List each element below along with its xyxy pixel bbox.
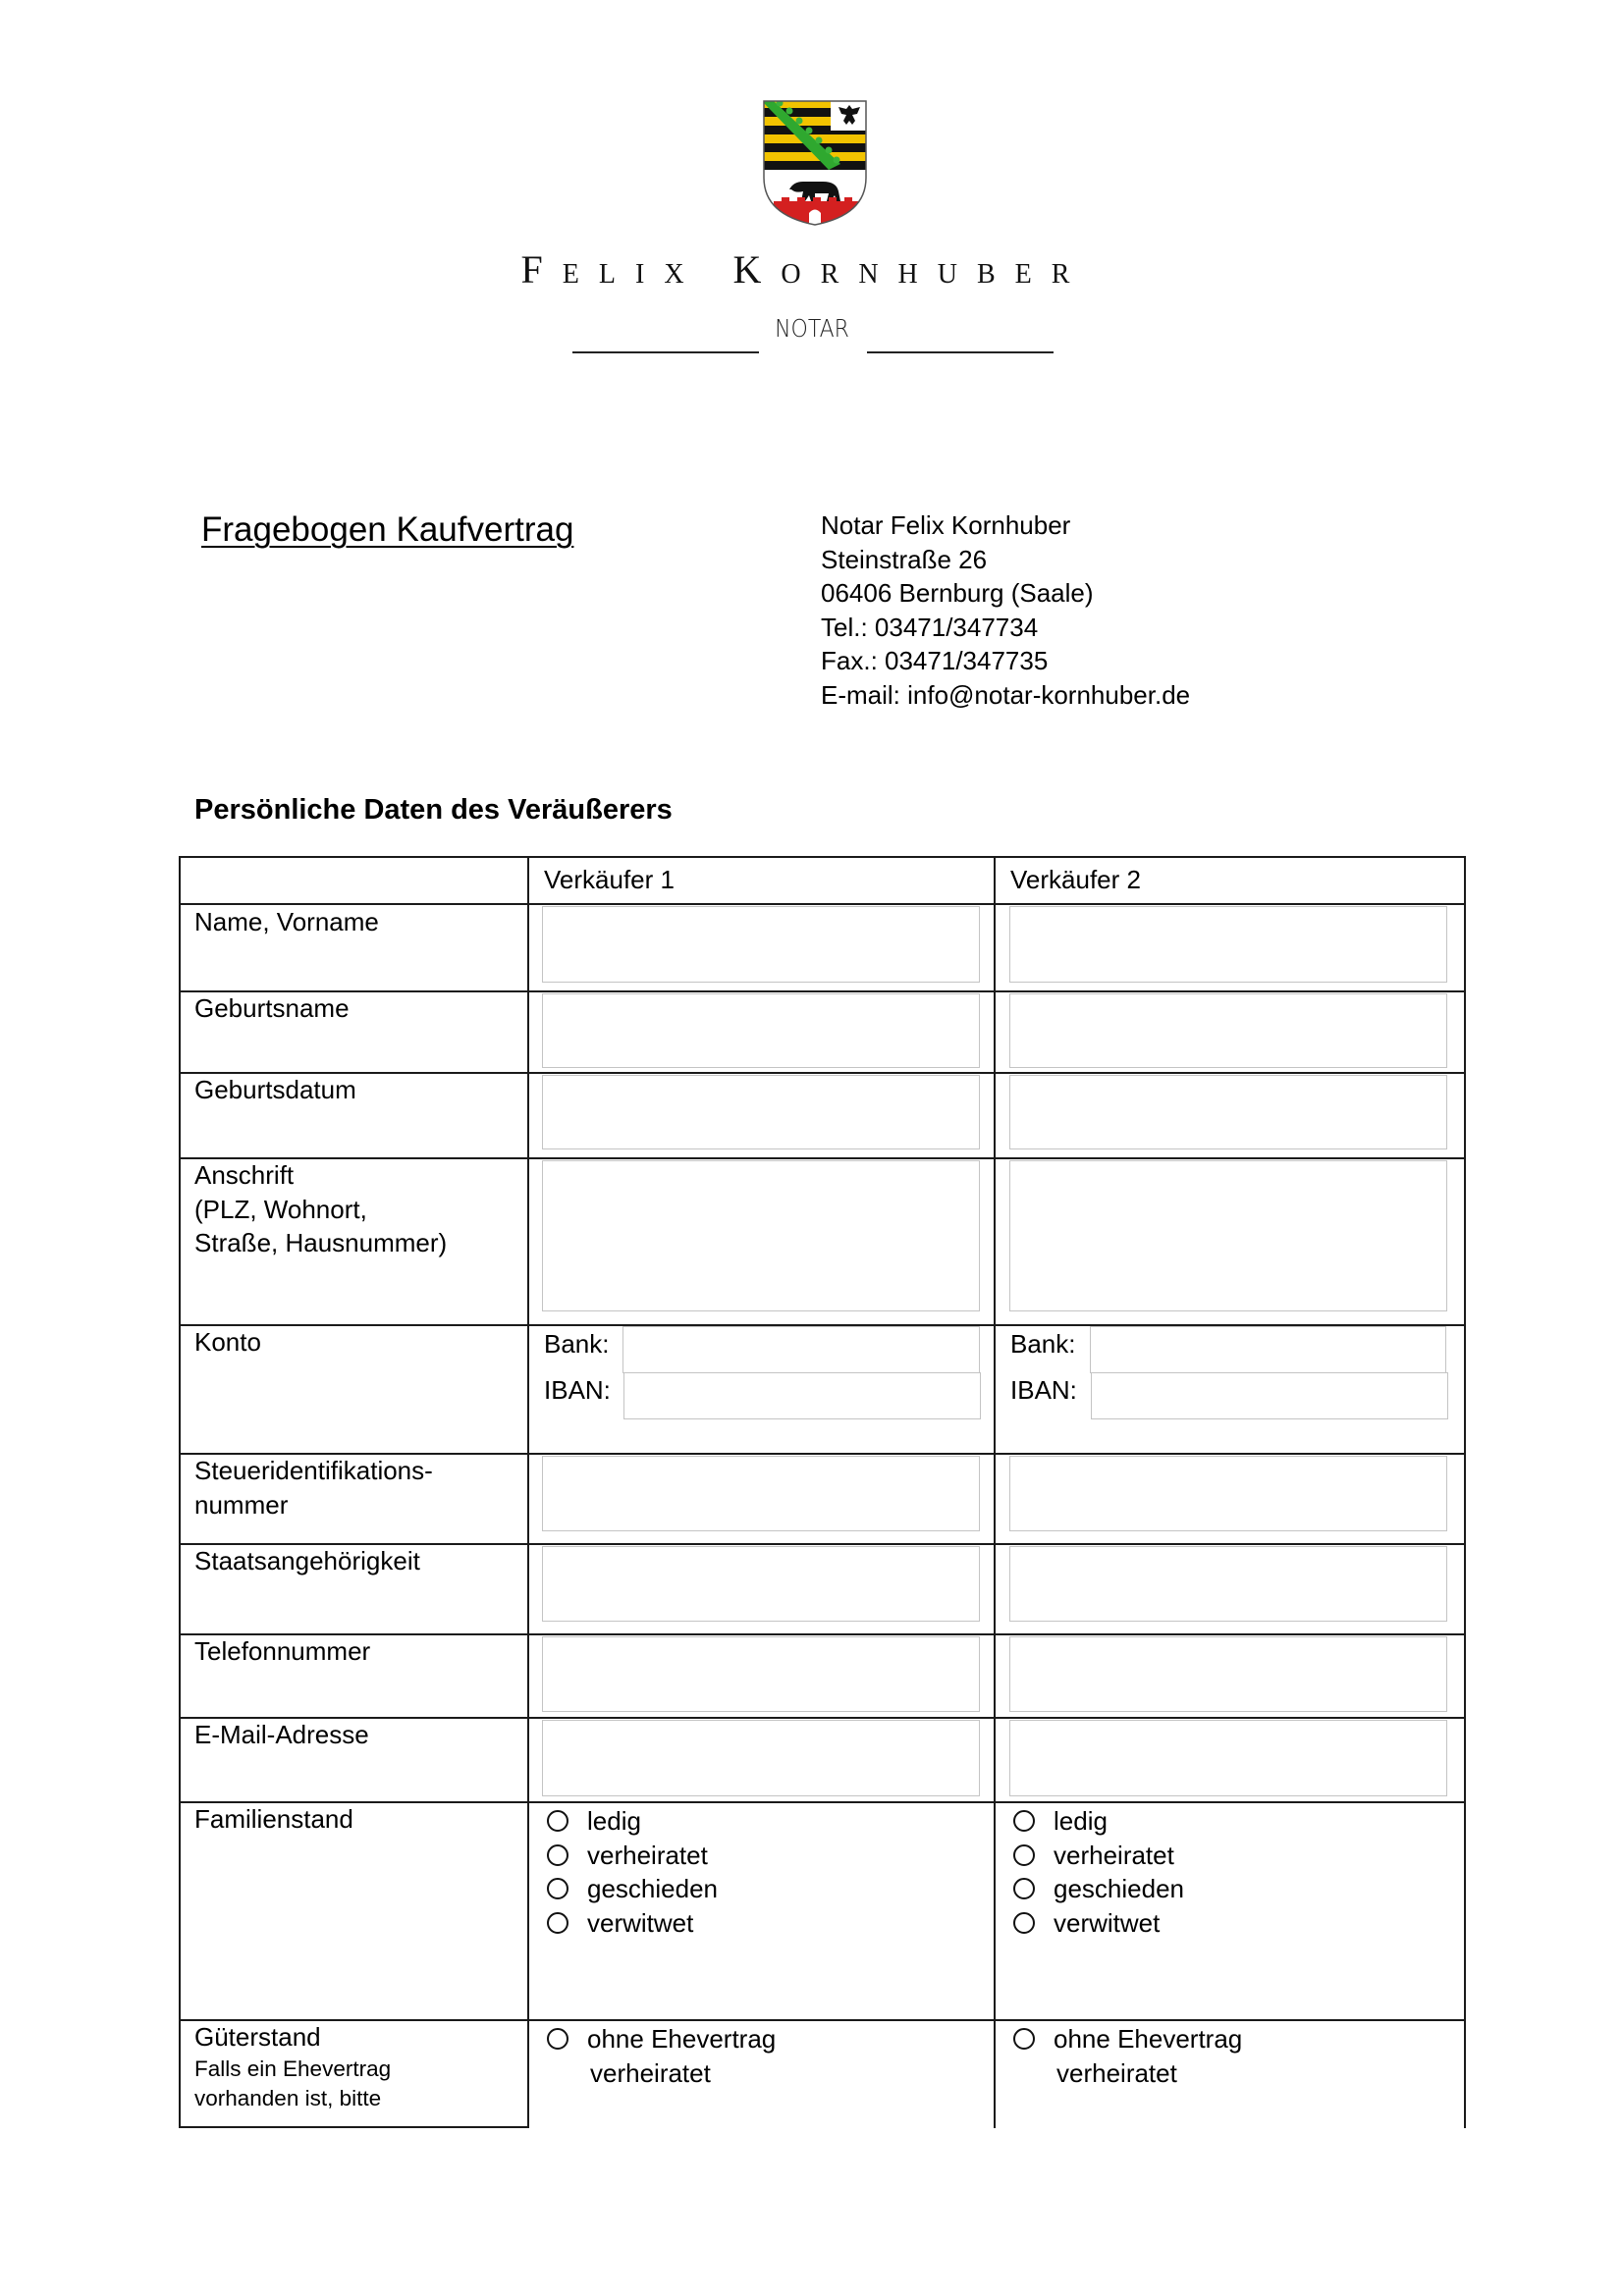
tax-id-input-seller-1[interactable]: [543, 1457, 979, 1530]
iban-input-seller-1[interactable]: [624, 1373, 980, 1418]
option-label-continued: verheiratet: [590, 2057, 711, 2088]
option-label: ledig: [587, 1806, 641, 1836]
column-header-seller-2: Verkäufer 2: [1010, 865, 1141, 894]
address-input-seller-2[interactable]: [1010, 1161, 1446, 1310]
table-border: [179, 856, 181, 2128]
name-field-seller-1[interactable]: [542, 906, 980, 983]
document-title: Fragebogen Kaufvertrag: [201, 510, 574, 549]
name-field-seller-2[interactable]: [1009, 906, 1447, 983]
option-label: ledig: [1054, 1806, 1108, 1836]
row-label-email: E-Mail-Adresse: [194, 1720, 369, 1749]
table-border: [179, 990, 1466, 992]
marital-option-widowed[interactable]: [547, 1906, 718, 1941]
address-line-fax: Fax.: 03471/347735: [821, 646, 1049, 675]
subtitle-rule-left: [572, 351, 759, 353]
phone-input-seller-1[interactable]: [543, 1637, 979, 1711]
marital-option-married[interactable]: [1013, 1839, 1184, 1873]
option-label: geschieden: [587, 1874, 718, 1903]
nationality-field-seller-1[interactable]: [542, 1546, 980, 1622]
marital-option-single[interactable]: [547, 1804, 718, 1839]
tax-id-label-line: nummer: [194, 1489, 289, 1520]
row-label-property-regime: [194, 2020, 391, 2113]
iban-label-seller-2: IBAN:: [1010, 1375, 1077, 1405]
row-label-nationality: Staatsangehörigkeit: [194, 1546, 420, 1575]
notary-subtitle: [572, 312, 1054, 355]
address-label-line: Anschrift: [194, 1160, 295, 1190]
option-label: ohne Ehevertrag: [587, 2024, 777, 2054]
subtitle-text: NOTAR: [775, 314, 849, 343]
address-line-name: Notar Felix Kornhuber: [821, 510, 1071, 540]
marital-option-divorced[interactable]: [1013, 1872, 1184, 1906]
birth-date-field-seller-1[interactable]: [542, 1075, 980, 1149]
row-label-tax-id: [194, 1454, 433, 1522]
marital-status-options-seller-2: [1013, 1804, 1184, 1940]
radio-button-icon[interactable]: [547, 1844, 568, 1866]
iban-label-seller-1: IBAN:: [544, 1375, 611, 1405]
option-label: verwitwet: [587, 1907, 694, 1938]
marital-option-single[interactable]: [1013, 1804, 1184, 1839]
bank-field-seller-1[interactable]: [622, 1326, 980, 1373]
tax-id-input-seller-2[interactable]: [1010, 1457, 1446, 1530]
property-regime-options-seller-1: [547, 2022, 776, 2090]
name-input-seller-1[interactable]: [543, 907, 979, 982]
address-line-email: E-mail: info@notar-kornhuber.de: [821, 679, 1191, 710]
bank-label-seller-1: Bank:: [544, 1329, 610, 1359]
radio-button-icon[interactable]: [547, 2028, 568, 2050]
table-border: [179, 1072, 1466, 1074]
radio-button-icon[interactable]: [1013, 1878, 1035, 1899]
marital-option-married[interactable]: [547, 1839, 718, 1873]
phone-field-seller-1[interactable]: [542, 1636, 980, 1712]
property-regime-title: Güterstand: [194, 2022, 321, 2052]
section-title: Persönliche Daten des Veräußerers: [194, 794, 673, 826]
seller-data-table: [179, 856, 1466, 2128]
address-line-city: 06406 Bernburg (Saale): [821, 578, 1094, 608]
radio-button-icon[interactable]: [1013, 1810, 1035, 1832]
address-input-seller-1[interactable]: [543, 1161, 979, 1310]
birth-name-field-seller-2[interactable]: [1009, 993, 1447, 1068]
tax-id-label-line: Steueridentifikations-: [194, 1456, 433, 1485]
option-label: verheiratet: [587, 1840, 708, 1870]
table-border: [527, 856, 529, 2128]
radio-button-icon[interactable]: [547, 1912, 568, 1934]
nationality-input-seller-2[interactable]: [1010, 1547, 1446, 1621]
tax-id-field-seller-1[interactable]: [542, 1456, 980, 1531]
email-field-seller-1[interactable]: [542, 1720, 980, 1796]
table-border: [179, 856, 1466, 858]
table-border: [179, 2126, 528, 2128]
regime-option-no-prenup[interactable]: [1013, 2022, 1242, 2056]
birth-name-input-seller-2[interactable]: [1010, 994, 1446, 1067]
option-label: ohne Ehevertrag: [1054, 2024, 1243, 2054]
table-border: [994, 856, 996, 2128]
notary-address: [821, 508, 1190, 712]
regime-option-no-prenup[interactable]: [547, 2022, 776, 2056]
iban-field-seller-1[interactable]: [623, 1372, 981, 1419]
marital-option-divorced[interactable]: [547, 1872, 718, 1906]
table-border: [179, 1801, 1466, 1803]
address-label-line: Straße, Hausnummer): [194, 1228, 448, 1257]
address-line-street: Steinstraße 26: [821, 544, 988, 574]
property-regime-note: Falls ein Ehevertrag: [194, 2056, 392, 2081]
bank-field-seller-2[interactable]: [1090, 1326, 1446, 1373]
bank-input-seller-2[interactable]: [1091, 1327, 1445, 1372]
row-label-birth-date: Geburtsdatum: [194, 1075, 356, 1104]
table-border: [1464, 856, 1466, 2128]
row-label-marital-status: Familienstand: [194, 1804, 353, 1834]
option-label: geschieden: [1054, 1874, 1184, 1903]
option-label: verheiratet: [1054, 1840, 1174, 1870]
iban-field-seller-2[interactable]: [1091, 1372, 1448, 1419]
option-label-continued: verheiratet: [1056, 2057, 1177, 2088]
nationality-input-seller-1[interactable]: [543, 1547, 979, 1621]
address-field-seller-2[interactable]: [1009, 1160, 1447, 1311]
property-regime-note: vorhanden ist, bitte: [194, 2085, 382, 2110]
bank-input-seller-1[interactable]: [623, 1327, 979, 1372]
tax-id-field-seller-2[interactable]: [1009, 1456, 1447, 1531]
marital-option-widowed[interactable]: [1013, 1906, 1184, 1941]
row-label-birth-name: Geburtsname: [194, 993, 350, 1023]
table-border: [179, 1633, 1466, 1635]
address-line-phone: Tel.: 03471/347734: [821, 612, 1039, 642]
birth-date-input-seller-2[interactable]: [1010, 1076, 1446, 1148]
phone-input-seller-2[interactable]: [1010, 1637, 1446, 1711]
row-label-address: [194, 1158, 447, 1260]
radio-button-icon[interactable]: [1013, 1844, 1035, 1866]
row-label-account: Konto: [194, 1327, 261, 1357]
iban-input-seller-2[interactable]: [1092, 1373, 1447, 1418]
name-input-seller-2[interactable]: [1010, 907, 1446, 982]
row-label-name: Name, Vorname: [194, 907, 379, 936]
table-border: [179, 1717, 1466, 1719]
option-label: verwitwet: [1054, 1907, 1161, 1938]
phone-field-seller-2[interactable]: [1009, 1636, 1447, 1712]
radio-button-icon[interactable]: [1013, 1912, 1035, 1934]
nationality-field-seller-2[interactable]: [1009, 1546, 1447, 1622]
bank-label-seller-2: Bank:: [1010, 1329, 1076, 1359]
radio-button-icon[interactable]: [547, 1810, 568, 1832]
birth-date-input-seller-1[interactable]: [543, 1076, 979, 1148]
email-field-seller-2[interactable]: [1009, 1720, 1447, 1796]
radio-button-icon[interactable]: [547, 1878, 568, 1899]
address-label-line: (PLZ, Wohnort,: [194, 1194, 367, 1224]
email-input-seller-2[interactable]: [1010, 1721, 1446, 1795]
birth-name-input-seller-1[interactable]: [543, 994, 979, 1067]
marital-status-options-seller-1: [547, 1804, 718, 1940]
coat-of-arms-logo: [762, 99, 868, 227]
birth-name-field-seller-1[interactable]: [542, 993, 980, 1068]
address-field-seller-1[interactable]: [542, 1160, 980, 1311]
row-label-phone: Telefonnummer: [194, 1636, 371, 1666]
radio-button-icon[interactable]: [1013, 2028, 1035, 2050]
notary-name-logo: Felix Kornhuber: [520, 247, 1090, 292]
subtitle-rule-right: [867, 351, 1054, 353]
email-input-seller-1[interactable]: [543, 1721, 979, 1795]
column-header-seller-1: Verkäufer 1: [544, 865, 675, 894]
property-regime-options-seller-2: [1013, 2022, 1242, 2090]
birth-date-field-seller-2[interactable]: [1009, 1075, 1447, 1149]
